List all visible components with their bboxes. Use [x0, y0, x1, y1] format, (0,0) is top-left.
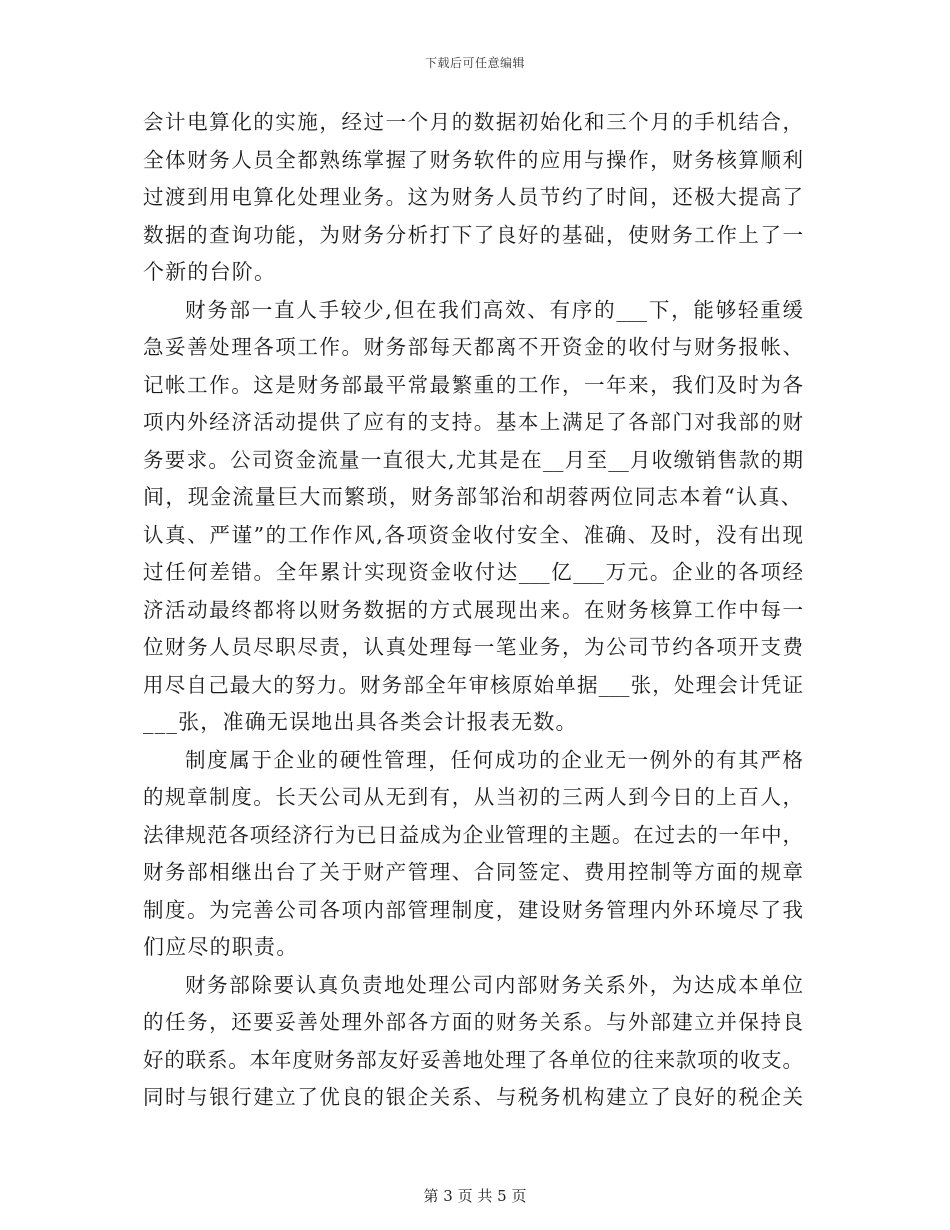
text-line: 的任务，还要妥善处理外部各方面的财务关系。与外部建立并保持良 — [143, 1010, 803, 1034]
text-line: 记帐工作。这是财务部最平常最繁重的工作，一年来，我们及时为各 — [143, 372, 803, 397]
paragraph-first-line: 制度属于企业的硬性管理，任何成功的企业无一例外的有其严格 — [185, 747, 803, 772]
text-line: 制度。为完善公司各项内部管理制度，建设财务管理内外环境尽了我 — [143, 897, 803, 922]
paragraph-first-line: 财务部一直人手较少,但在我们高效、有序的___下，能够轻重缓 — [185, 297, 803, 322]
text-line: 过渡到用电算化处理业务。这为财务人员节约了时间，还极大提高了 — [143, 185, 803, 209]
text-line: 会计电算化的实施，经过一个月的数据初始化和三个月的手机结合， — [143, 110, 803, 134]
text-line: 们应尽的职责。 — [143, 935, 299, 959]
text-line: 财务部相继出台了关于财产管理、合同签定、费用控制等方面的规章 — [143, 860, 803, 884]
text-line: 法律规范各项经济行为已日益成为企业管理的主题。在过去的一年中， — [143, 822, 803, 847]
text-line: 位财务人员尽职尽责，认真处理每一笔业务，为公司节约各项开支费 — [143, 635, 803, 659]
text-line: 急妥善处理各项工作。财务部每天都离不开资金的收付与财务报帐、 — [143, 335, 803, 359]
text-line: 济活动最终都将以财务数据的方式展现出来。在财务核算工作中每一 — [143, 597, 803, 622]
text-line: 同时与银行建立了优良的银企关系、与税务机构建立了良好的税企关 — [143, 1085, 803, 1109]
text-line: 全体财务人员全都熟练掌握了财务软件的应用与操作，财务核算顺利 — [143, 147, 803, 172]
paragraph-first-line: 财务部除要认真负责地处理公司内部财务关系外，为达成本单位 — [185, 972, 803, 997]
text-line: 务要求。公司资金流量一直很大,尤其是在__月至__月收缴销售款的期 — [143, 447, 803, 472]
text-line: 项内外经济活动提供了应有的支持。基本上满足了各部门对我部的财 — [143, 410, 803, 434]
text-line: 个新的台阶。 — [143, 260, 277, 284]
text-line: 过任何差错。全年累计实现资金收付达___亿___万元。企业的各项经 — [143, 560, 803, 584]
text-line: 的规章制度。长天公司从无到有，从当初的三两人到今日的上百人， — [143, 785, 803, 809]
text-line: 好的联系。本年度财务部友好妥善地处理了各单位的往来款项的收支。 — [143, 1047, 803, 1072]
document-body — [143, 104, 803, 1117]
page-footer: 第 3 页 共 5 页 — [423, 1187, 527, 1205]
text-line: 用尽自己最大的努力。财务部全年审核原始单据___张，处理会计凭证 — [143, 672, 803, 697]
text-line: 间，现金流量巨大而繁琐，财务部邹治和胡蓉两位同志本着“认真、 — [143, 485, 803, 509]
text-line: 数据的查询功能，为财务分析打下了良好的基础，使财务工作上了一 — [143, 222, 803, 247]
text-line: 认真、严谨”的工作作风,各项资金收付安全、准确、及时，没有出现 — [143, 522, 803, 547]
page-header: 下载后可任意编辑 — [424, 56, 525, 70]
text-line: ___张，准确无误地出具各类会计报表无数。 — [143, 710, 578, 734]
